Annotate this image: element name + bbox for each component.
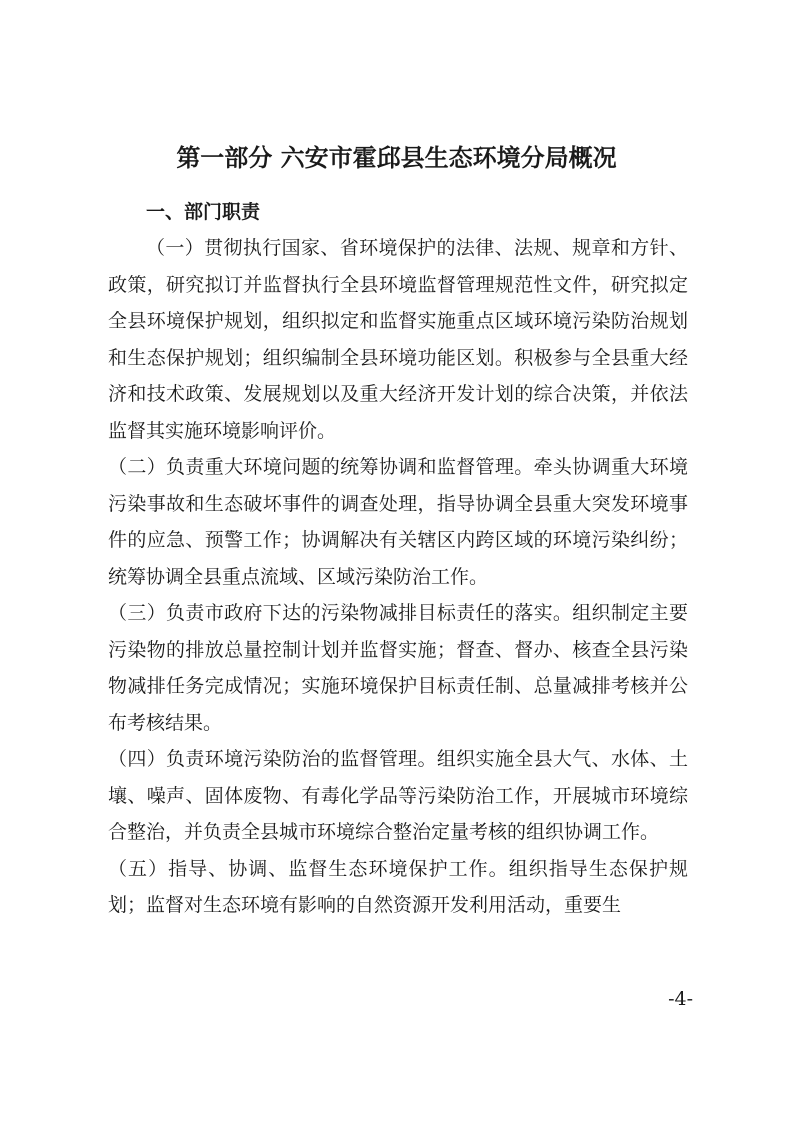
body-text <box>108 230 688 924</box>
page-title: 第一部分 六安市霍邱县生态环境分局概况 <box>176 144 617 172</box>
paragraph-2: （二）负责重大环境问题的统筹协调和监督管理。牵头协调重大环境污染事故和生态破坏事件的调查处理，指导协调全县重大突发环境事件的应急、预警工作；协调解决有关辖区内跨区域的环境污染纠纷；统筹协调全县重点流域、区域污染防治工作。 <box>108 456 688 588</box>
section-heading: 一、部门职责 <box>146 201 261 223</box>
paragraph-5: （五）指导、协调、监督生态环境保护工作。组织指导生态保护规划；监督对生态环境有影响的自然资源开发利用活动，重要生 <box>108 857 688 916</box>
paragraph-1: （一）贯彻执行国家、省环境保护的法律、法规、规章和方针、政策，研究拟订并监督执行全县环境监督管理规范性文件，研究拟定全县环境保护规划，组织拟定和监督实施重点区域环境污染防治规划和生态保护规划；组织编制全县环境功能区划。积极参与全县重大经济和技术政策、发展规划以及重大经济开发计划的综合决策，并依法监督其实施环境影响评价。 <box>108 237 688 442</box>
paragraph-4: （四）负责环境污染防治的监督管理。组织实施全县大气、水体、土壤、噪声、固体废物、有毒化学品等污染防治工作，开展城市环境综合整治，并负责全县城市环境综合整治定量考核的组织协调工作。 <box>108 748 688 843</box>
paragraph-3: （三）负责市政府下达的污染物减排目标责任的落实。组织制定主要污染物的排放总量控制计划并监督实施；督查、督办、核查全县污染物减排任务完成情况；实施环境保护目标责任制、总量减排考核并公布考核结果。 <box>108 602 688 734</box>
page-number: -4- <box>668 988 693 1010</box>
